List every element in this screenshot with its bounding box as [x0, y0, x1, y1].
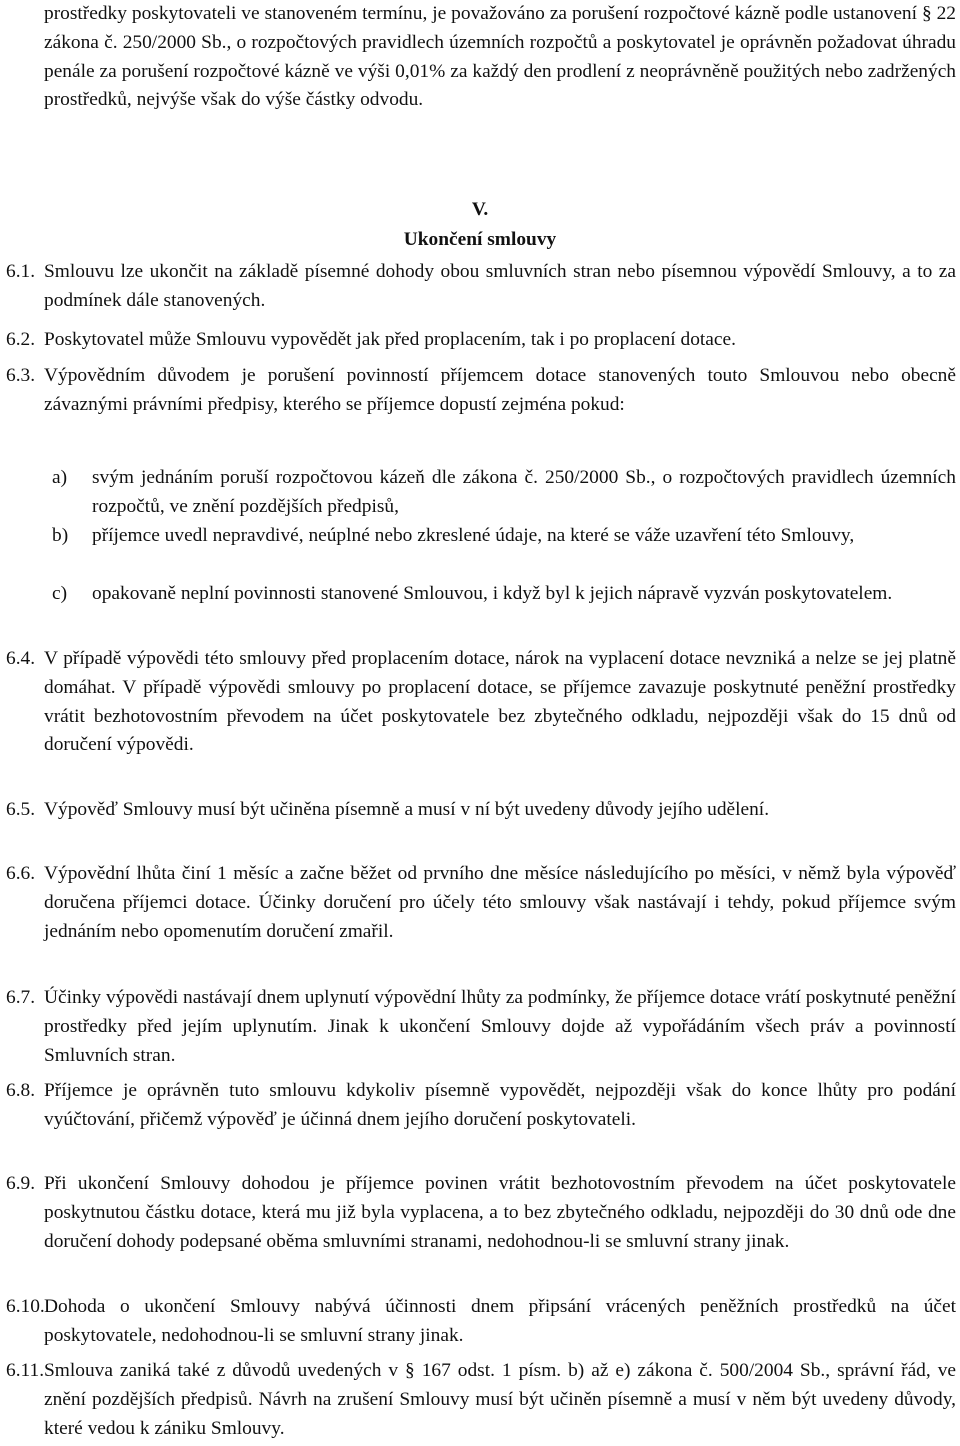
clause-text: Smlouvu lze ukončit na základě písemné dohody obou smluvních stran nebo písemnou výpovědí Smlouvy, a to za podmínek dále stanovených.: [44, 261, 956, 311]
item-text: opakovaně neplní povinnosti stanovené Smlouvou, i když byl k jejich nápravě vyzván poskytovatelem.: [92, 583, 893, 604]
clause-number: 6.6.: [6, 863, 36, 884]
clause-number: 6.11.: [6, 1360, 45, 1381]
clause-text: Při ukončení Smlouvy dohodou je příjemce povinen vrátit bezhotovostním převodem na účet poskytovatele poskytnutou částku dotace, která mu již byla vyplacena, a to bez zbytečného odkladu, nejpozději do 30 dnů ode dne doručení dohody podepsané oběma smluvními stranami, nedohodnou-li se smluvní strany jinak.: [44, 1173, 956, 1252]
item-label: c): [52, 583, 68, 604]
clause-text: Dohoda o ukončení Smlouvy nabývá účinnosti dnem připsání vrácených peněžních prostředků na účet poskytovatele, nedohodnou-li se smluvní strany jinak.: [44, 1296, 956, 1346]
clause-number: 6.3.: [6, 365, 36, 386]
clause-text: Příjemce je oprávněn tuto smlouvu kdykoliv písemně vypovědět, nejpozději však do konce lhůty pro podání vyúčtování, přičemž výpověď je účinná dnem jejího doručení poskytovateli.: [44, 1080, 956, 1130]
clause-number: 6.5.: [6, 799, 36, 820]
clause-number: 6.8.: [6, 1080, 36, 1101]
clause-text: Výpověď Smlouvy musí být učiněna písemně a musí v ní být uvedeny důvody jejího udělení.: [44, 799, 770, 820]
clause-text: Výpovědním důvodem je porušení povinností příjemcem dotace stanovených touto Smlouvou nebo obecně závaznými právními předpisy, kterého se příjemce dopustí zejména pokud:: [44, 365, 956, 415]
item-label: b): [52, 525, 69, 546]
clause-text: V případě výpovědi této smlouvy před proplacením dotace, nárok na vyplacení dotace nevzniká a nelze se jej platně domáhat. V případě výpovědi smlouvy po proplacení dotace, se příjemce zavazuje poskytnuté peněžní prostředky vrátit bezhotovostním převodem na účet poskytovatele bez zbytečného odkladu, nejpozději však do 15 dnů od doručení výpovědi.: [44, 648, 956, 756]
section-title: Ukončení smlouvy: [403, 229, 557, 250]
clause-number: 6.9.: [6, 1173, 36, 1194]
item-label: a): [52, 467, 68, 488]
item-text: svým jednáním poruší rozpočtovou kázeň dle zákona č. 250/2000 Sb., o rozpočtových pravidlech územních rozpočtů, ve znění pozdějších předpisů,: [92, 467, 956, 517]
clause-number: 6.10.: [6, 1296, 45, 1317]
intro-paragraph: prostředky poskytovateli ve stanoveném termínu, je považováno za porušení rozpočtové kázně podle ustanovení § 22 zákona č. 250/2000 Sb., o rozpočtových pravidlech územních rozpočtů a poskytovatel je oprávněn požadovat úhradu penále za porušení rozpočtové kázně ve výši 0,01% za každý den prodlení z neoprávněně použitých nebo zadržených prostředků, nejvýše však do výše částky odvodu.: [44, 3, 956, 111]
section-number: V.: [471, 199, 489, 220]
clause-number: 6.1.: [6, 261, 36, 282]
clause-text: Účinky výpovědi nastávají dnem uplynutí výpovědní lhůty za podmínky, že příjemce dotace vrátí poskytnuté peněžní prostředky před jejím uplynutím. Jinak k ukončení Smlouvy dojde až vypořádáním všech práv a povinností Smluvních stran.: [44, 987, 956, 1066]
clause-number: 6.7.: [6, 987, 36, 1008]
clause-number: 6.4.: [6, 648, 36, 669]
clause-text: Smlouva zaniká také z důvodů uvedených v § 167 odst. 1 písm. b) až e) zákona č. 500/2004 Sb., správní řád, ve znění pozdějších předpisů. Návrh na zrušení Smlouvy musí být učiněn písemně a musí v něm být uvedeny důvody, které vedou k zániku Smlouvy.: [44, 1360, 956, 1439]
clause-text: Poskytovatel může Smlouvu vypovědět jak před proplacením, tak i po proplacení dotace.: [44, 329, 736, 350]
clause-number: 6.2.: [6, 329, 36, 350]
clause-text: Výpovědní lhůta činí 1 měsíc a začne běžet od prvního dne měsíce následujícího po měsíci, v němž byla výpověď doručena příjemci dotace. Účinky doručení pro účely této smlouvy však nastávají i tehdy, pokud příjemce svým jednáním nebo opomenutím doručení zmařil.: [44, 863, 956, 942]
item-text: příjemce uvedl nepravdivé, neúplné nebo zkreslené údaje, na které se váže uzavření této Smlouvy,: [92, 525, 855, 546]
